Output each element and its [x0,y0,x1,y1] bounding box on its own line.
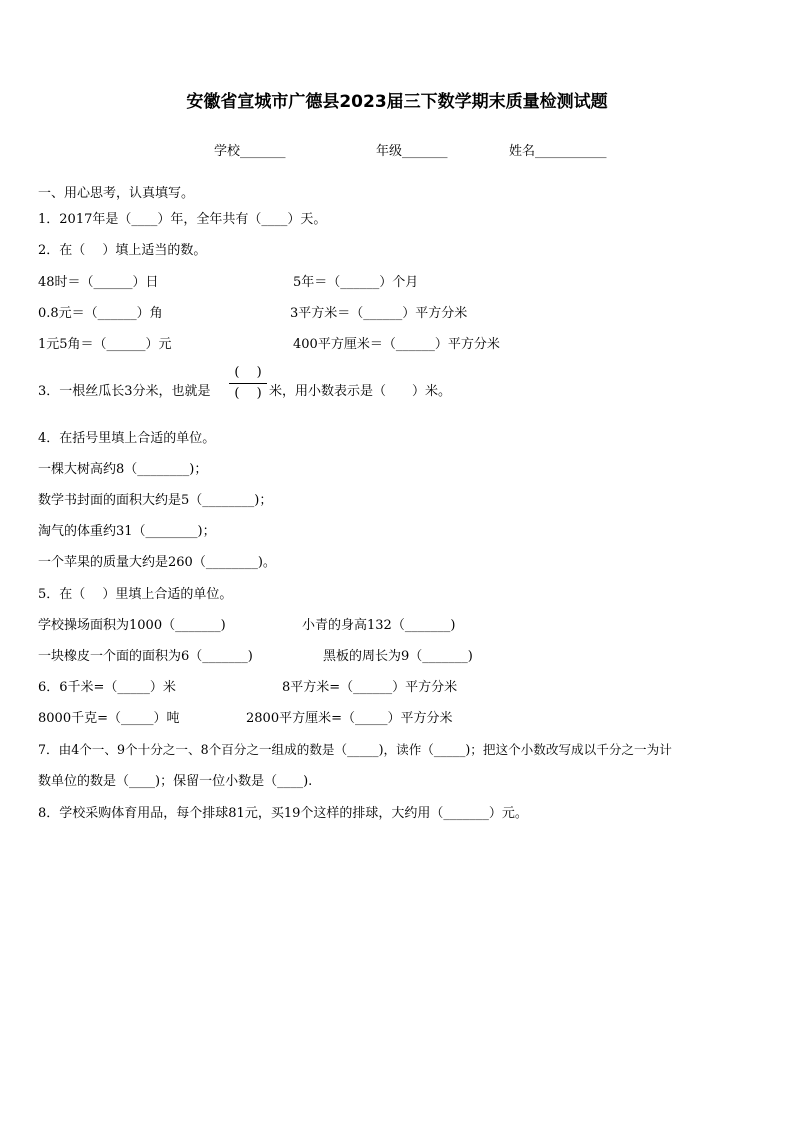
fraction-denominator: ( ) [234,386,262,401]
section-heading: 一、用心思考，认真填写。 [38,186,195,201]
q4-item-d: 一个苹果的质量大约是260（________)。 [38,555,276,570]
question-7-line-1: 7．由4个一、9个十分之一、8个百分之一组成的数是（_____)，读作（_____)；把这个小数改写成以千分之一为计 [38,742,672,757]
q4-item-a: 一棵大树高约8（________)； [38,462,208,477]
q6-item-2a: 8000千克=（_____）吨 [38,711,180,726]
q6-item-2b: 2800平方厘米=（_____）平方分米 [246,711,453,726]
school-field: 学校_______ [214,144,286,159]
question-1: 1．2017年是（____）年，全年共有（____）天。 [38,212,327,227]
question-5-stem: 5．在（ ）里填上合适的单位。 [38,587,233,602]
grade-field: 年级_______ [376,144,448,159]
q5-item-1a: 学校操场面积为1000（_______) [38,618,226,633]
q2-item-3a: 1元5角＝（______）元 [38,337,172,352]
q5-item-2b: 黑板的周长为9（_______) [323,649,473,664]
fraction-blank [229,364,267,403]
q2-item-1a: 48时＝（______）日 [38,275,159,290]
q4-item-b: 数学书封面的面积大约是5（________)； [38,493,273,508]
name-field: 姓名___________ [509,144,607,159]
q2-item-2b: 3平方米＝（______）平方分米 [290,306,468,321]
q2-item-2a: 0.8元＝（______）角 [38,306,163,321]
document-title: 安徽省宣城市广德县2023届三下数学期末质量检测试题 [186,92,608,112]
question-3-prefix: 3．一根丝瓜长3分米，也就是 [38,384,211,399]
q2-item-1b: 5年＝（______）个月 [293,275,419,290]
fraction-bar [229,383,267,384]
q5-item-1b: 小青的身高132（_______) [302,618,456,633]
question-2-stem: 2．在（ ）填上适当的数。 [38,243,207,258]
question-4-stem: 4．在括号里填上合适的单位。 [38,431,216,446]
q6-item-1b: 8平方米=（______）平方分米 [282,680,458,695]
q4-item-c: 淘气的体重约31（________)； [38,524,216,539]
question-8: 8．学校采购体育用品，每个排球81元，买19个这样的排球，大约用（_______）元。 [38,806,528,821]
fraction-numerator: ( ) [234,365,262,380]
question-3-suffix: 米，用小数表示是（ ）米。 [269,384,452,399]
q5-item-2a: 一块橡皮一个面的面积为6（_______) [38,649,253,664]
q2-item-3b: 400平方厘米＝（______）平方分米 [293,337,500,352]
q6-item-1a: 6．6千米=（_____）米 [38,680,176,695]
question-7-line-2: 数单位的数是（____)；保留一位小数是（____). [38,774,313,789]
